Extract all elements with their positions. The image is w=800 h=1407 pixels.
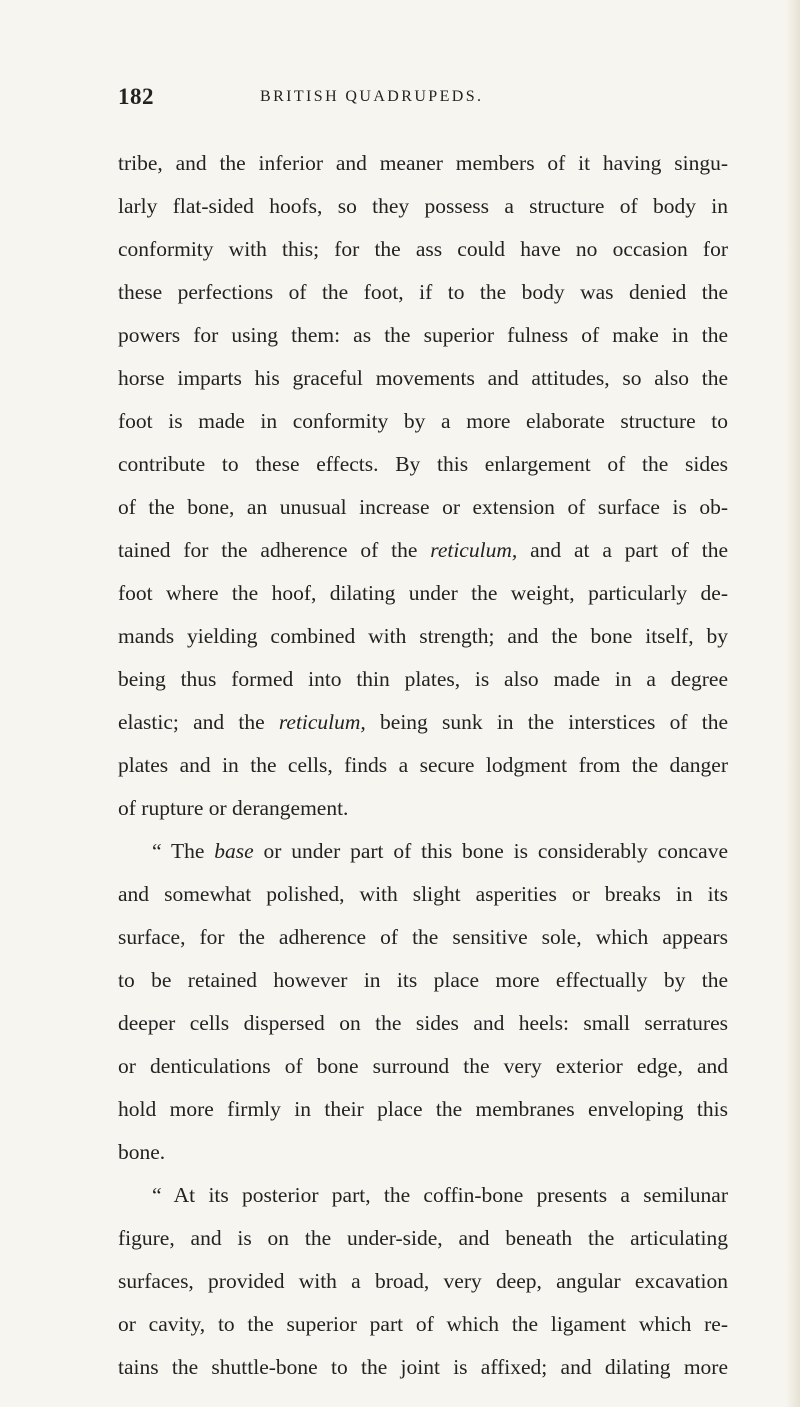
- text-line: to be retained however in its place more effectually by the: [118, 968, 728, 992]
- text-line: deeper cells dispersed on the sides and heels: small serratures: [118, 1011, 728, 1035]
- text-line: tribe, and the inferior and meaner members of it having singu-: [118, 151, 728, 175]
- text-line: of the bone, an unusual increase or extension of surface is ob-: [118, 495, 728, 519]
- text-line: foot where the hoof, dilating under the weight, particularly de-: [118, 581, 728, 605]
- text-line: hold more firmly in their place the membranes enveloping this: [118, 1097, 728, 1121]
- text-line: [118, 830, 728, 873]
- italic-term: base: [214, 839, 254, 863]
- text-line: larly flat-sided hoofs, so they possess a structure of body in: [118, 194, 728, 218]
- page-number: 182: [118, 84, 154, 109]
- text-run: and at a part of the: [517, 538, 728, 562]
- text-line: being thus formed into thin plates, is also made in a degree: [118, 667, 728, 691]
- text-line: conformity with this; for the ass could have no occasion for: [118, 237, 728, 261]
- text-line: or cavity, to the superior part of which the ligament which re-: [118, 1312, 728, 1336]
- text-line: of rupture or derangement.: [118, 796, 349, 820]
- text-line: powers for using them: as the superior fulness of make in the: [118, 323, 728, 347]
- text-line: foot is made in conformity by a more elaborate structure to: [118, 409, 728, 433]
- body-text: [118, 142, 728, 1389]
- italic-term: reticulum,: [430, 538, 518, 562]
- text-line: “ At its posterior part, the coffin-bone presents a semilunar: [152, 1183, 728, 1207]
- text-line: [118, 701, 728, 744]
- text-line: horse imparts his graceful movements and attitudes, so also the: [118, 366, 728, 390]
- text-line: figure, and is on the under-side, and beneath the articulating: [118, 1226, 728, 1250]
- page-edge-shadow: [786, 0, 800, 1407]
- text-line: or denticulations of bone surround the very exterior edge, and: [118, 1054, 728, 1078]
- text-line: [118, 529, 728, 572]
- text-line: surface, for the adherence of the sensitive sole, which appears: [118, 925, 728, 949]
- text-run: tained for the adherence of the: [118, 538, 431, 562]
- text-run: being sunk in the interstices of the: [365, 710, 728, 734]
- text-line: surfaces, provided with a broad, very deep, angular excavation: [118, 1269, 728, 1293]
- text-line: plates and in the cells, finds a secure lodgment from the danger: [118, 753, 728, 777]
- text-run: “ The: [152, 839, 215, 863]
- text-run: elastic; and the: [118, 710, 279, 734]
- text-line: mands yielding combined with strength; and the bone itself, by: [118, 624, 728, 648]
- text-line: bone.: [118, 1140, 166, 1164]
- text-line: and somewhat polished, with slight asperities or breaks in its: [118, 882, 728, 906]
- running-title: BRITISH QUADRUPEDS.: [260, 88, 484, 105]
- page-header: [118, 84, 718, 118]
- italic-term: reticulum,: [278, 710, 366, 734]
- text-line: tains the shuttle-bone to the joint is affixed; and dilating more: [118, 1355, 728, 1379]
- text-run: or under part of this bone is considerably concave: [253, 839, 728, 863]
- text-line: these perfections of the foot, if to the body was denied the: [118, 280, 728, 304]
- text-line: contribute to these effects. By this enlargement of the sides: [118, 452, 728, 476]
